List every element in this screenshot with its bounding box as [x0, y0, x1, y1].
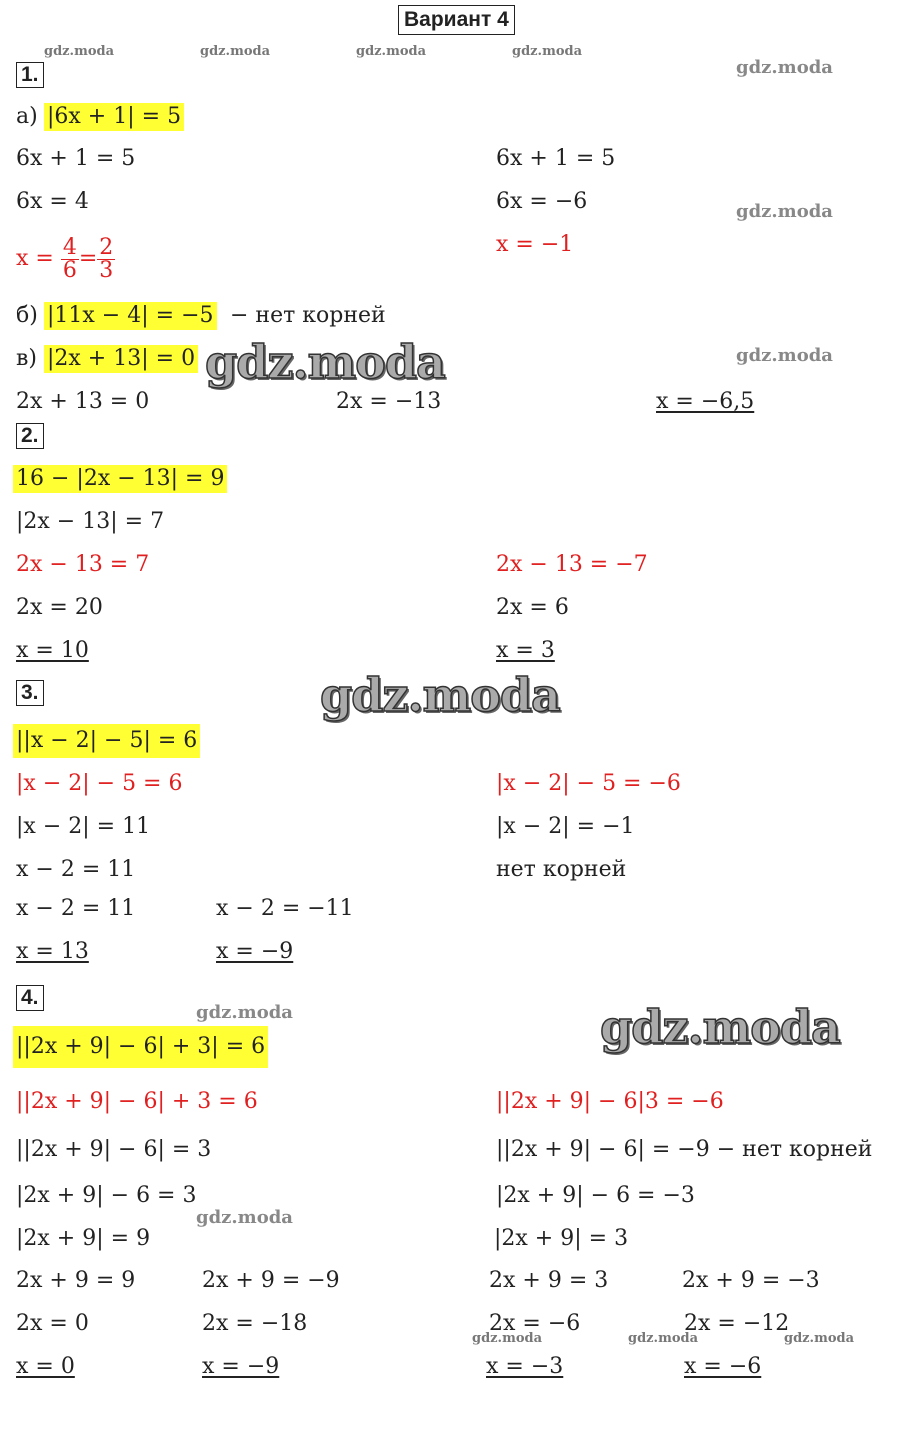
watermark: gdz.moda	[196, 1207, 293, 1228]
watermark: gdz.moda	[736, 57, 833, 78]
solution-line: 2x = −18	[202, 1311, 308, 1336]
solution-line: 2x = 20	[16, 595, 103, 620]
fraction	[61, 234, 79, 283]
solution-line: 6x = −6	[496, 189, 588, 214]
watermark: gdz.moda	[736, 201, 833, 222]
solution-note: нет корней	[496, 857, 627, 882]
solution-answer: x = 10	[16, 638, 89, 663]
equation-highlight: |6x + 1| = 5	[44, 103, 184, 131]
solution-answer: x = 13	[16, 939, 89, 964]
solution-answer: x = 0	[16, 1354, 75, 1379]
solution-line: |2x + 9| − 6 = −3	[496, 1183, 695, 1208]
subtask-label: а)	[16, 104, 38, 129]
equation-highlight: 16 − |2x − 13| = 9	[13, 465, 227, 493]
page-title: Вариант 4	[398, 5, 515, 35]
watermark: gdz.moda	[628, 1331, 699, 1346]
solution-line: 2x − 13 = −7	[496, 552, 648, 577]
solution-line: |x − 2| = 11	[16, 814, 151, 839]
solution-line: |x − 2| = −1	[496, 814, 635, 839]
watermark: gdz.moda	[200, 44, 271, 59]
solution-line: 2x = −12	[684, 1311, 790, 1336]
answer-prefix: x =	[16, 246, 61, 271]
solution-line: |2x + 9| − 6 = 3	[16, 1183, 197, 1208]
solution-line: 2x − 13 = 7	[16, 552, 150, 577]
task-number: 4.	[16, 985, 44, 1011]
solution-line: 6x + 1 = 5	[496, 146, 616, 171]
solution-line: ||2x + 9| − 6| = −9 − нет корней	[496, 1137, 873, 1162]
solution-line: 2x + 9 = −3	[682, 1268, 820, 1293]
solution-line: 2x + 13 = 0	[16, 389, 150, 414]
solution-line: 2x + 9 = −9	[202, 1268, 340, 1293]
solution-line: 2x + 9 = 3	[489, 1268, 609, 1293]
solution-line: |2x − 13| = 7	[16, 509, 165, 534]
subtask-label: в)	[16, 346, 37, 371]
solution-answer: x = −6,5	[656, 389, 755, 414]
equation-highlight: ||x − 2| − 5| = 6	[13, 724, 200, 758]
equation-highlight: |2x + 13| = 0	[44, 345, 198, 373]
solution-line: 2x = −13	[336, 389, 442, 414]
equation-highlight: ||2x + 9| − 6| + 3| = 6	[13, 1026, 268, 1068]
solution-answer: x = −6	[684, 1354, 762, 1379]
task-number: 2.	[16, 423, 44, 449]
solution-line: x − 2 = −11	[216, 896, 354, 921]
solution-answer: x = −3	[486, 1354, 564, 1379]
solution-line: 2x + 9 = 9	[16, 1268, 136, 1293]
equation-highlight: |11x − 4| = −5	[44, 302, 217, 330]
solution-answer: x = −1	[496, 232, 574, 257]
watermark: gdz.moda	[784, 1331, 855, 1346]
task-number: 1.	[16, 62, 44, 88]
equals-sign: =	[78, 246, 98, 271]
fraction-numerator: 4	[62, 234, 77, 260]
fraction-denominator: 6	[62, 257, 77, 283]
fraction	[97, 234, 115, 283]
solution-line: 2x = 0	[16, 1311, 89, 1336]
watermark: gdz.moda	[512, 44, 583, 59]
solution-line: x − 2 = 11	[16, 857, 136, 882]
task-number: 3.	[16, 680, 44, 706]
watermark: gdz.moda	[196, 1002, 293, 1023]
solution-answer: x = −9	[202, 1354, 280, 1379]
solution-line: |2x + 9| = 3	[494, 1226, 629, 1251]
watermark: gdz.moda	[472, 1331, 543, 1346]
solution-answer	[16, 229, 115, 289]
watermark: gdz.moda	[600, 1000, 840, 1054]
solution-answer: x = −9	[216, 939, 294, 964]
watermark: gdz.moda	[356, 44, 427, 59]
watermark: gdz.moda	[205, 335, 445, 389]
watermark: gdz.moda	[320, 668, 560, 722]
solution-line: |x − 2| − 5 = 6	[16, 771, 183, 796]
solution-line: |x − 2| − 5 = −6	[496, 771, 681, 796]
watermark: gdz.moda	[44, 44, 115, 59]
solution-line: 2x = −6	[489, 1311, 581, 1336]
fraction-numerator: 2	[99, 234, 114, 260]
solution-line: ||2x + 9| − 6| + 3 = 6	[16, 1089, 258, 1114]
solution-line: ||2x + 9| − 6| = 3	[16, 1137, 212, 1162]
fraction-denominator: 3	[99, 257, 114, 283]
solution-line: ||2x + 9| − 6|3 = −6	[496, 1089, 724, 1114]
solution-line: 2x = 6	[496, 595, 569, 620]
solution-line: 6x + 1 = 5	[16, 146, 136, 171]
solution-line: x − 2 = 11	[16, 896, 136, 921]
subtask-label: б)	[16, 303, 38, 328]
solution-line: |2x + 9| = 9	[16, 1226, 151, 1251]
solution-note: − нет корней	[230, 303, 386, 328]
solution-line: 6x = 4	[16, 189, 89, 214]
watermark: gdz.moda	[736, 345, 833, 366]
solution-answer: x = 3	[496, 638, 555, 663]
